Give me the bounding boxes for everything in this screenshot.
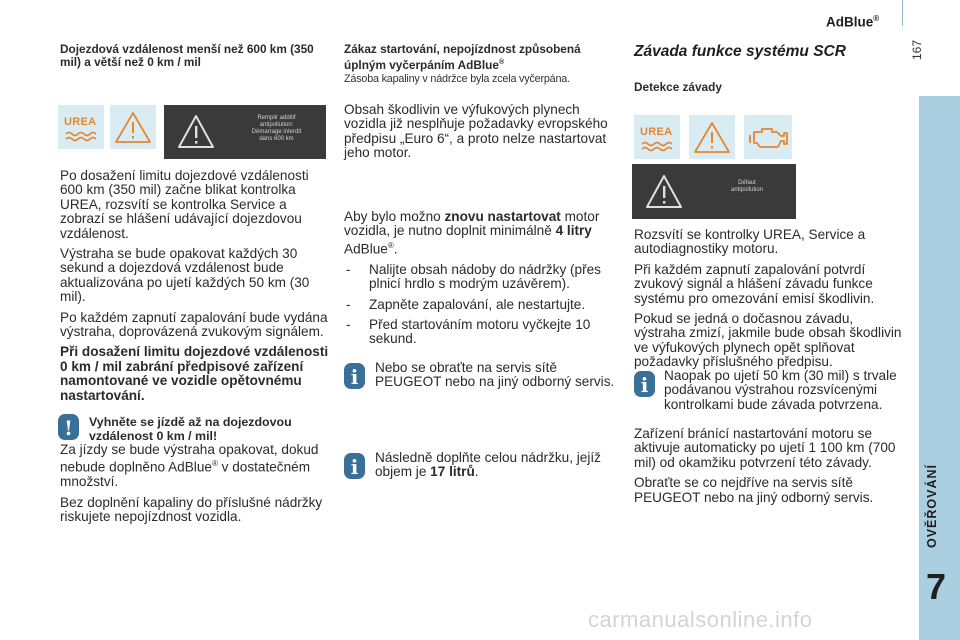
engine-check-icon: [744, 115, 792, 159]
display-panel-range: [164, 105, 326, 159]
info-note-icon: i: [344, 363, 365, 389]
paragraph: Obsah škodlivin ve výfukových plynech vozidla již nesplňuje požadavky evropského předpisu „Euro 6“, a proto nelze nastartovat jeho motor.: [344, 102, 608, 161]
warning-triangle-icon: [644, 172, 684, 212]
chapter-sidebar: [919, 96, 960, 640]
paragraph-bold: Při dosažení limitu dojezdové vzdálenosti 0 km / mil zabrání předpisové zařízení namontované ve vozidle opětovnému nastartování.: [60, 344, 329, 403]
service-warning-icon: [689, 115, 735, 159]
middle-subheading: Zásoba kapaliny v nádržce byla zcela vyčerpána.: [344, 73, 570, 85]
paragraph: Po dosažení limitu dojezdové vzdálenosti 600 km (350 mil) začne blikat kontrolka UREA, rozsvítí se kontrolka Service a zobrazí se hlášení udávající dojezdovou vzdálenost.: [60, 168, 309, 241]
wave-icon: [634, 115, 680, 159]
paragraph: Za jízdy se bude výstraha opakovat, dokud nebude doplněno AdBlue® v dostatečném množství.: [60, 442, 319, 490]
list-item: - Zapněte zapalování, ale nestartujte.: [344, 298, 618, 312]
paragraph: Zařízení bránící nastartování motoru se aktivuje automaticky po ujetí 1 100 km (700 mil) od okamžiku potvrzení této závady.: [634, 426, 896, 470]
display-panel-fault: [632, 164, 796, 219]
middle-intro: [344, 103, 616, 167]
paragraph: Výstraha se bude opakovat každých 30 sekund a dojezdová vzdálenost bude aktualizována po ujetí každých 50 km (30 mil).: [60, 246, 310, 305]
service-warning-tile: [689, 115, 735, 159]
middle-heading: Zákaz startování, nepojízdnost způsobená úplným vyčerpáním AdBlue®: [344, 42, 581, 72]
info-note-icon: i: [344, 453, 365, 479]
steps-list: [344, 263, 618, 347]
header-title: AdBlue®: [826, 14, 880, 30]
page-number: 167: [910, 39, 924, 60]
section-title: Závada funkce systému SCR: [634, 43, 846, 60]
right-text-block: [634, 228, 906, 376]
urea-icon: UREA: [64, 116, 97, 128]
left-text-block: [60, 169, 332, 409]
service-warning-tile: [110, 105, 156, 149]
info-note-text: Následně doplňte celou nádržku, jejíž objem je 17 litrů.: [375, 450, 601, 480]
engine-diagnostic-tile: [744, 115, 792, 159]
panel-message: Remplir additif antipollution: Démarrage interdit dans 600 km: [251, 115, 302, 142]
list-item: - Nalijte obsah nádoby do nádržky (přes plnicí hrdlo s modrým uzávěrem).: [344, 263, 618, 292]
list-item: - Před startováním motoru vyčkejte 10 sekund.: [344, 318, 618, 347]
header-divider: [902, 0, 903, 26]
paragraph: Pokud se jedná o dočasnou závadu, výstraha zmizí, jakmile bude obsah škodlivin ve výfukových plynech opět splňovat požadavky příslušného předpisu.: [634, 311, 902, 370]
info-note-text: Nebo se obraťte na servis sítě PEUGEOT nebo na jiný odborný servis.: [375, 360, 615, 390]
chapter-number: 7: [926, 566, 947, 607]
info-note-text: Naopak po ujetí 50 km (30 mil) s trvale podávanou výstrahou rozsvícenými kontrolkami bude závada potvrzena.: [664, 368, 897, 412]
right-text-block-2: [634, 427, 906, 511]
chapter-label: OVĚŘOVÁNÍ: [925, 463, 939, 548]
left-heading: Dojezdová vzdálenost menší než 600 km (350 mil) a větší než 0 km / mil: [60, 42, 314, 69]
right-heading: Detekce závady: [634, 80, 722, 94]
panel-message: Défaut antipollution: [730, 180, 764, 193]
service-warning-icon: [110, 105, 156, 149]
middle-steps-block: [344, 210, 618, 353]
paragraph: Aby bylo možno znovu nastartovat motor vozidla, je nutno doplnit minimálně 4 litry AdBlue®.: [344, 209, 600, 257]
warning-note-text: Vyhněte se jízdě až na dojezdovou vzdálenost 0 km / mil!: [89, 415, 292, 443]
paragraph: Rozsvítí se kontrolky UREA, Service a autodiagnostiky motoru.: [634, 227, 866, 257]
info-note-icon: i: [634, 371, 655, 397]
wave-icon: [58, 105, 104, 149]
warning-note-icon: !: [58, 414, 79, 440]
urea-icon: UREA: [640, 126, 673, 138]
urea-warning-tile: [58, 105, 104, 149]
paragraph: Při každém zapnutí zapalování potvrdí zvukový signál a hlášení závadu funkce systému pro omezování emisí škodlivin.: [634, 261, 875, 306]
urea-warning-tile: [634, 115, 680, 159]
paragraph: Obraťte se co nejdříve na servis sítě PEUGEOT nebo na jiný odborný servis.: [634, 475, 874, 505]
warning-triangle-icon: [176, 112, 216, 152]
paragraph: Po každém zapnutí zapalování bude vydána výstraha, doprovázená zvukovým signálem.: [60, 309, 328, 340]
paragraph: Bez doplnění kapaliny do příslušné nádržky riskujete nepojízdnost vozidla.: [60, 494, 323, 525]
left-text-block-2: [60, 443, 332, 531]
watermark: carmanualsonline.info: [588, 607, 813, 632]
